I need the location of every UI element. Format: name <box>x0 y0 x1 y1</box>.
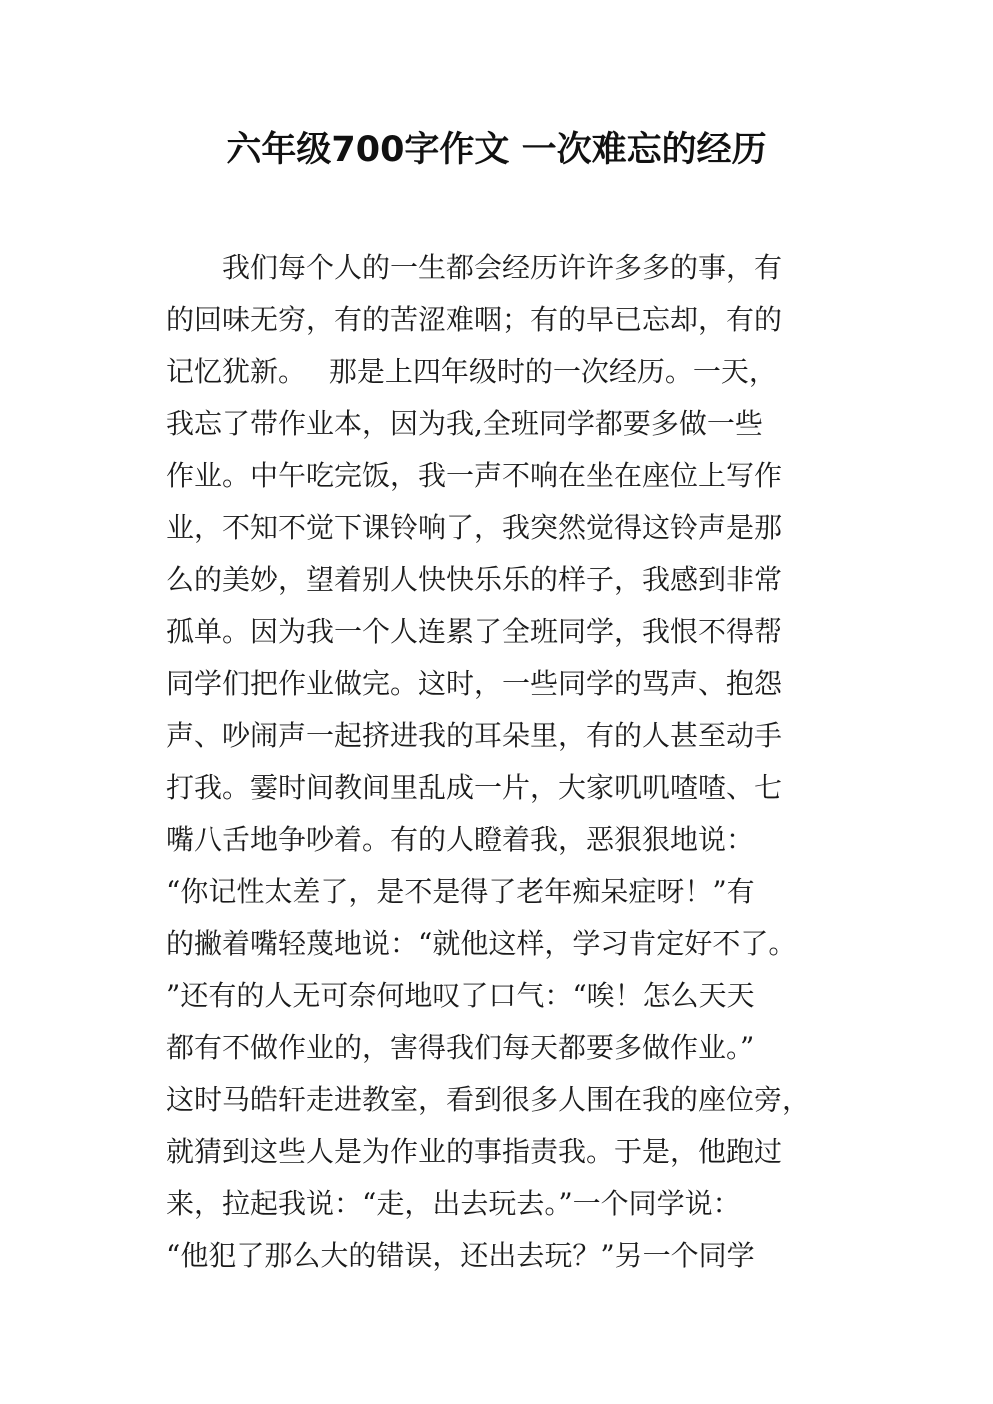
text-line: 声、吵闹声一起挤进我的耳朵里，有的人甚至动手 <box>166 719 783 752</box>
text-line: “你记性太差了，是不是得了老年痴呆症呀！”有 <box>166 875 755 908</box>
text-line: 都有不做作业的，害得我们每天都要多做作业。” <box>166 1031 755 1064</box>
text-line: 的撇着嘴轻蔑地说：“就他这样，学习肯定好不了。 <box>166 927 797 960</box>
text-line: “他犯了那么大的错误，还出去玩？”另一个同学 <box>166 1239 755 1272</box>
document-title: 六年级700字作文 一次难忘的经历 <box>226 130 767 170</box>
text-line: 来，拉起我说：“走，出去玩去。”一个同学说： <box>166 1187 741 1220</box>
text-line: 业，不知不觉下课铃响了，我突然觉得这铃声是那 <box>166 511 783 544</box>
text-line: 我忘了带作业本，因为我,全班同学都要多做一些 <box>166 407 763 440</box>
text-line: 就猜到这些人是为作业的事指责我。于是，他跑过 <box>166 1135 783 1168</box>
text-line: 我们每个人的一生都会经历许许多多的事，有 <box>166 251 783 284</box>
text-line: 打我。霎时间教间里乱成一片，大家叽叽喳喳、七 <box>166 771 783 804</box>
text-line: 孤单。因为我一个人连累了全班同学，我恨不得帮 <box>166 615 783 648</box>
text-line: 这时马皓轩走进教室，看到很多人围在我的座位旁， <box>166 1083 811 1116</box>
text-line: 记忆犹新。 那是上四年级时的一次经历。一天， <box>166 355 777 388</box>
text-line: 么的美妙，望着别人快快乐乐的样子，我感到非常 <box>166 563 783 596</box>
text-line: 的回味无穷，有的苦涩难咽；有的早已忘却，有的 <box>166 303 783 336</box>
text-line: 嘴八舌地争吵着。有的人瞪着我，恶狠狠地说： <box>166 823 755 856</box>
text-line: 同学们把作业做完。这时，一些同学的骂声、抱怨 <box>166 667 783 700</box>
text-line: ”还有的人无可奈何地叹了口气：“唉！怎么天天 <box>166 979 755 1012</box>
essay-body <box>166 242 846 1282</box>
text-line: 作业。中午吃完饭，我一声不响在坐在座位上写作 <box>166 459 783 492</box>
